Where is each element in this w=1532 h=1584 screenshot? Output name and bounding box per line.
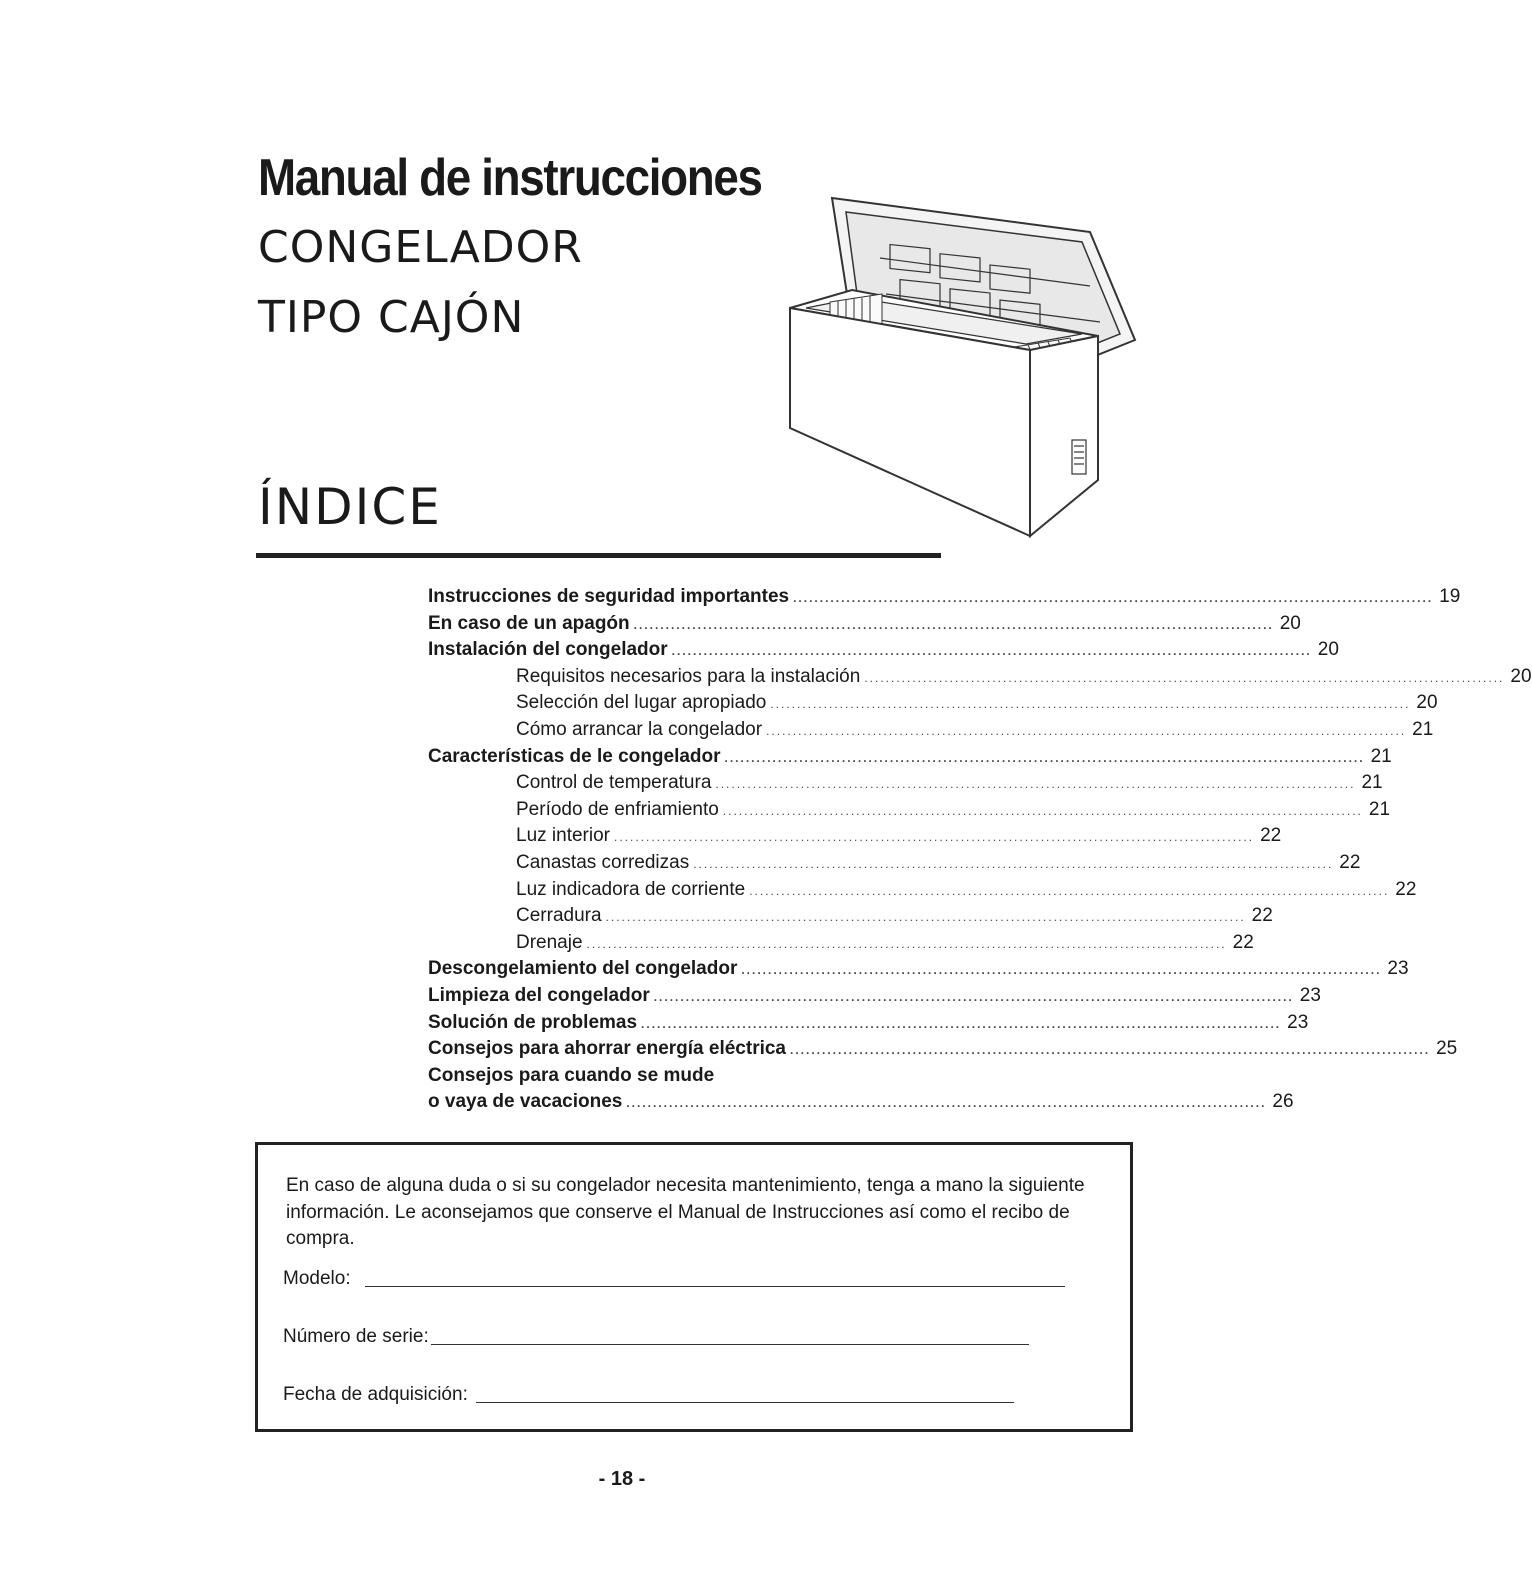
toc-entry-label: Requisitos necesarios para la instalación	[516, 665, 861, 687]
toc-entry-page: 19	[1439, 586, 1461, 607]
serial-field	[283, 1326, 1029, 1348]
toc-leader-dots: ........................................................................................................................	[766, 723, 1407, 738]
toc-leader-dots: ........................................................................................................................	[614, 830, 1255, 845]
toc-entry-page: 22	[1251, 905, 1273, 927]
info-text: En caso de alguna duda o si su congelador necesita mantenimiento, tenga a mano la siguiente información. Le aconsejamos que conserve el Manual de Instrucciones así como el recibo de compra.	[286, 1175, 1085, 1249]
toc-leader-dots: ........................................................................................................................	[653, 989, 1294, 1004]
toc-leader-dots: ........................................................................................................................	[724, 750, 1365, 765]
toc-leader-dots: ........................................................................................................................	[586, 936, 1227, 951]
toc-entry-label: Luz indicadora de corriente	[516, 878, 746, 900]
toc-entry-page: 26	[1272, 1091, 1294, 1113]
date-field	[283, 1384, 1014, 1406]
page-number: - 18 -	[598, 1468, 646, 1490]
toc-leader-dots: ........................................................................................................................	[790, 1043, 1431, 1058]
toc-entry-label: Control de temperatura	[516, 772, 712, 794]
toc-entry	[428, 850, 1361, 877]
product-type-line1: CONGELADOR	[258, 222, 583, 273]
toc-leader-dots: ........................................................................................................................	[864, 670, 1505, 685]
toc-entry	[428, 637, 1339, 664]
toc-entry-label: Cerradura	[516, 905, 602, 927]
toc-leader-dots: ........................................................................................................................	[770, 697, 1411, 712]
toc-entry-page: 23	[1299, 984, 1321, 1006]
toc-entry-label: Solución de problemas	[428, 1011, 638, 1033]
table-of-contents	[428, 584, 1532, 1116]
toc-entry-page: 21	[1412, 718, 1434, 740]
toc-entry-page: 21	[1368, 798, 1391, 820]
toc-entry	[428, 744, 1392, 771]
toc-entry-label: Instalación del congelador	[428, 639, 668, 661]
toc-entry	[428, 770, 1383, 797]
toc-entry	[428, 1010, 1309, 1037]
toc-entry	[428, 983, 1321, 1010]
toc-leader-dots: ........................................................................................................................	[605, 910, 1246, 925]
toc-leader-dots: ........................................................................................................................	[749, 883, 1390, 898]
toc-entry-page: 21	[1361, 772, 1383, 794]
toc-entry	[428, 664, 1532, 691]
toc-entry-label: Cómo arrancar la congelador	[516, 718, 763, 740]
toc-entry-label: Limpieza del congelador	[428, 984, 650, 1006]
toc-entry-label: Consejos para cuando se mude	[428, 1064, 715, 1086]
toc-entry-label: Luz interior	[516, 825, 610, 847]
toc-entry-label: Instrucciones de seguridad importantes	[428, 586, 790, 607]
toc-entry-page: 20	[1416, 692, 1438, 714]
toc-leader-dots: ........................................................................................................................	[693, 856, 1334, 871]
toc-entry	[428, 1063, 968, 1090]
toc-entry-page: 23	[1287, 1011, 1309, 1033]
toc-leader-dots: ........................................................................................................................	[741, 963, 1382, 978]
toc-entry-label: Drenaje	[516, 931, 583, 953]
toc-entry	[428, 903, 1273, 930]
toc-entry	[428, 930, 1254, 957]
toc-entry	[428, 1036, 1458, 1063]
toc-entry-page: 21	[1370, 745, 1392, 767]
toc-leader-dots: ........................................................................................................................	[641, 1016, 1282, 1031]
toc-entry	[428, 956, 1409, 983]
toc-entry-page: 23	[1387, 958, 1409, 980]
date-label: Fecha de adquisición:	[283, 1384, 468, 1405]
toc-entry	[428, 717, 1434, 744]
toc-entry-label: Consejos para ahorrar energía eléctrica	[428, 1038, 786, 1060]
toc-entry-label: En caso de un apagón	[428, 612, 630, 634]
toc-entry-page: 22	[1339, 851, 1361, 873]
toc-entry-label: Período de enfriamiento	[516, 798, 719, 820]
toc-entry-page: 20	[1510, 665, 1532, 687]
toc-leader-dots: ........................................................................................................................	[671, 644, 1312, 659]
toc-entry-page: 22	[1395, 878, 1417, 900]
toc-leader-dots: ........................................................................................................................	[633, 617, 1274, 632]
model-field	[283, 1268, 1065, 1290]
toc-entry	[428, 877, 1417, 904]
serial-blank-line	[431, 1343, 1029, 1345]
toc-entry	[428, 611, 1301, 638]
toc-entry	[428, 1089, 1294, 1116]
toc-leader-dots: ........................................................................................................................	[793, 591, 1434, 605]
model-blank-line	[365, 1285, 1065, 1287]
manual-title: Manual de instrucciones	[258, 149, 762, 207]
toc-entry-page: 22	[1260, 825, 1282, 847]
date-blank-line	[476, 1401, 1014, 1403]
toc-entry	[428, 797, 1391, 824]
toc-leader-dots: ........................................................................................................................	[722, 803, 1363, 818]
index-heading: ÍNDICE	[258, 478, 442, 536]
toc-leader-dots: ........................................................................................................................	[715, 777, 1356, 792]
toc-leader-dots: ........................................................................................................................	[626, 1096, 1267, 1111]
index-divider	[256, 553, 941, 558]
toc-entry-page: 20	[1279, 612, 1301, 634]
toc-entry-label: Selección del lugar apropiado	[516, 692, 767, 714]
chest-freezer-icon	[790, 198, 1140, 543]
toc-entry-page: 22	[1232, 931, 1254, 953]
toc-entry-page: 25	[1436, 1038, 1458, 1060]
toc-entry-label: o vaya de vacaciones	[428, 1091, 623, 1113]
toc-entry-label: Canastas corredizas	[516, 851, 690, 873]
toc-entry-page: 20	[1317, 639, 1339, 661]
toc-entry	[428, 690, 1438, 717]
toc-entry-label: Descongelamiento del congelador	[428, 958, 738, 980]
toc-entry	[428, 823, 1282, 850]
serial-label: Número de serie:	[283, 1326, 429, 1347]
toc-entry-label: Características de le congelador	[428, 745, 721, 767]
product-type-line2: TIPO CAJÓN	[258, 292, 525, 343]
model-label: Modelo:	[283, 1268, 351, 1289]
toc-entry	[428, 584, 1461, 611]
